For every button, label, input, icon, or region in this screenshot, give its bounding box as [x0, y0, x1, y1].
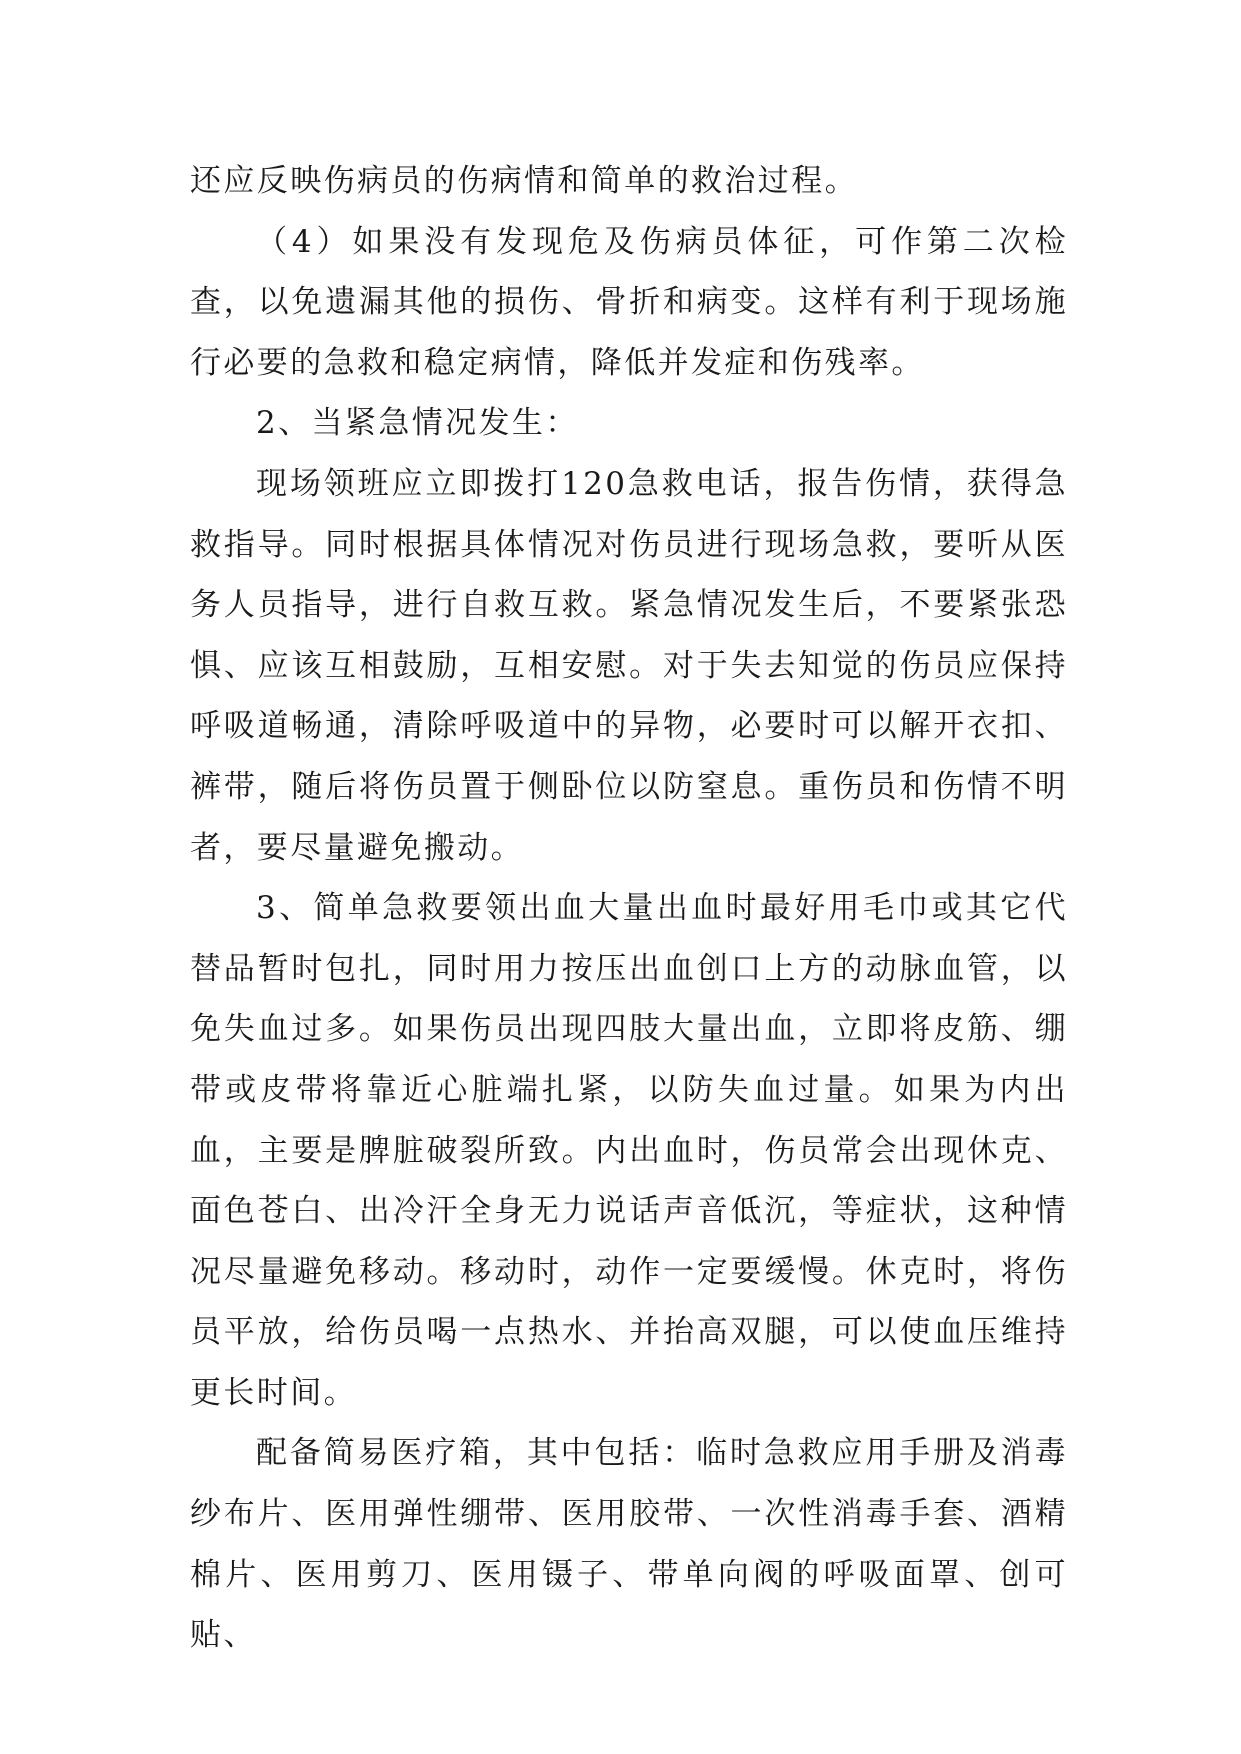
- document-body: [190, 151, 1068, 1666]
- paragraph-secondary-check: （4）如果没有发现危及伤病员体征，可作第二次检查，以免遗漏其他的损伤、骨折和病变。这样有利于现场施行必要的急救和稳定病情，降低并发症和伤残率。: [190, 223, 1068, 381]
- paragraph-continuation: 还应反映伤病员的伤病情和简单的救治过程。: [190, 163, 858, 199]
- paragraph-first-aid-essentials: 3、简单急救要领出血大量出血时最好用毛巾或其它代替品暂时包扎，同时用力按压出血创口上方的动脉血管，以免失血过多。如果伤员出现四肢大量出血，立即将皮筋、绷带或皮带将靠近心脏端扎紧，以防失血过量。如果为内出血，主要是脾脏破裂所致。内出血时，伤员常会出现休克、面色苍白、出冷汗全身无力说话声音低沉，等症状，这种情况尽量避免移动。移动时，动作一定要缓慢。休克时，将伤员平放，给伤员喝一点热水、并抬高双腿，可以使血压维持更长时间。: [190, 890, 1068, 1411]
- paragraph-emergency-procedure: 现场领班应立即拨打120急救电话，报告伤情，获得急救指导。同时根据具体情况对伤员进行现场急救，要听从医务人员指导，进行自救互救。紧急情况发生后，不要紧张恐惧、应该互相鼓励，互相安慰。对于失去知觉的伤员应保持呼吸道畅通，清除呼吸道中的异物，必要时可以解开衣扣、裤带，随后将伤员置于侧卧位以防窒息。重伤员和伤情不明者，要尽量避免搬动。: [190, 465, 1068, 866]
- paragraph-emergency-heading: 2、当紧急情况发生：: [256, 405, 579, 442]
- paragraph-medical-kit: 配备简易医疗箱，其中包括：临时急救应用手册及消毒纱布片、医用弹性绷带、医用胶带、一次性消毒手套、酒精棉片、医用剪刀、医用镊子、带单向阀的呼吸面罩、创可贴、: [190, 1435, 1068, 1654]
